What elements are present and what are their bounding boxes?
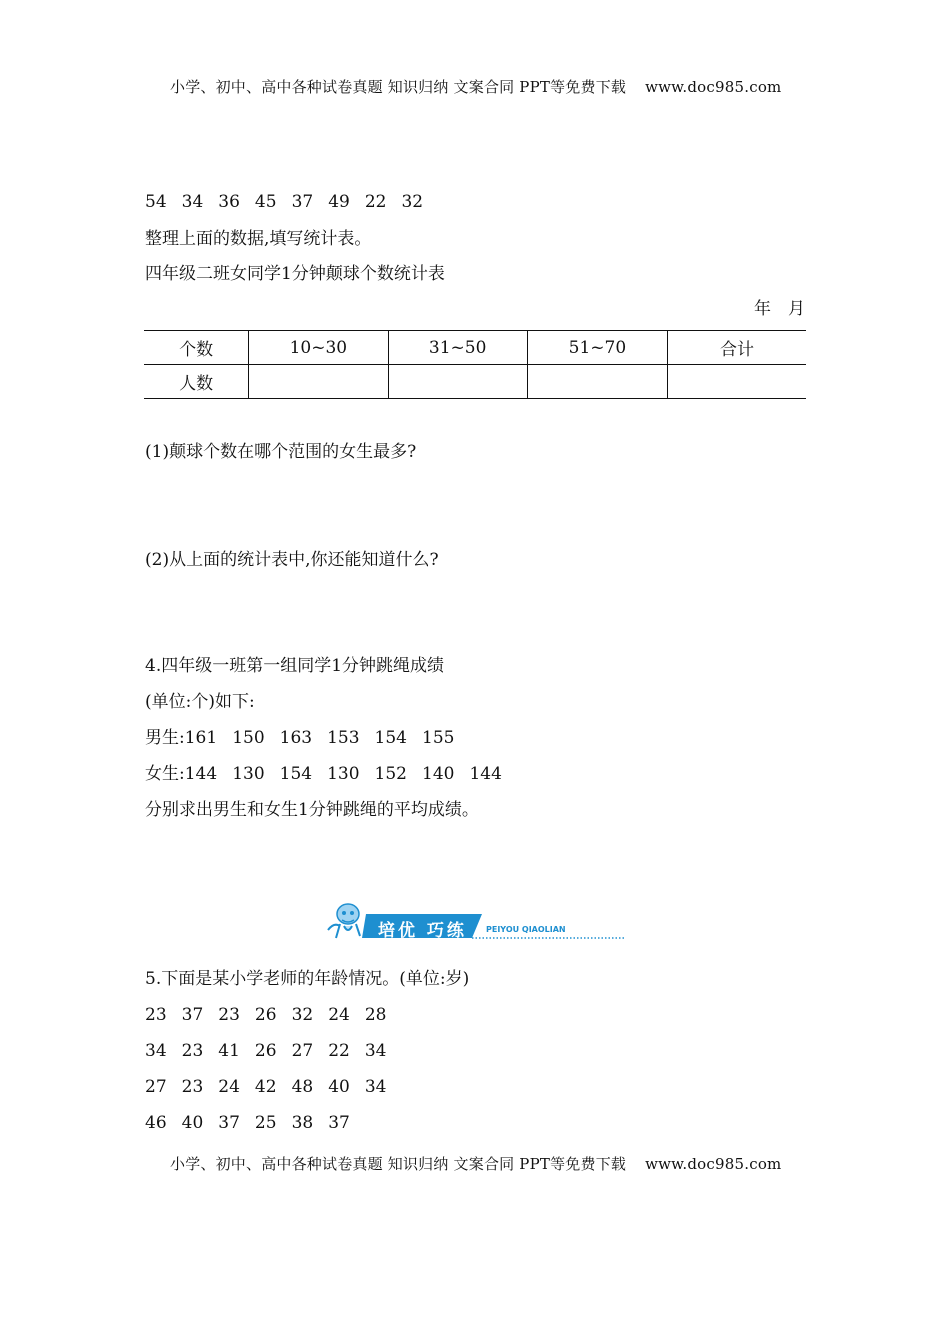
age-value: 34 — [364, 1041, 387, 1061]
section-banner — [322, 900, 627, 944]
q3-table-title: 四年级二班女同学1分钟颠球个数统计表 — [145, 264, 445, 284]
age-value: 37 — [328, 1113, 350, 1133]
q4-task: 分别求出男生和女生1分钟跳绳的平均成绩。 — [145, 800, 479, 820]
age-value: 37 — [181, 1005, 204, 1025]
stat-table — [144, 330, 806, 399]
q5-row-2 — [145, 1040, 386, 1062]
boys-score: 153 — [327, 728, 360, 748]
age-value: 41 — [218, 1041, 240, 1061]
data-value: 37 — [291, 192, 314, 212]
banner-title: 培优 巧练 — [378, 921, 467, 941]
age-value: 23 — [181, 1041, 204, 1061]
page-footer — [170, 1153, 781, 1174]
q3-sub1: (1)颠球个数在哪个范围的女生最多? — [145, 442, 417, 462]
age-value: 32 — [291, 1005, 314, 1025]
banner-graphic — [322, 900, 627, 944]
girls-score: 130 — [232, 764, 265, 784]
q3-sub2: (2)从上面的统计表中,你还能知道什么? — [145, 550, 439, 570]
age-value: 37 — [218, 1113, 240, 1133]
header-cell: 个数 — [144, 331, 249, 365]
boys-score: 163 — [279, 728, 313, 748]
q5-row-4 — [145, 1112, 350, 1134]
girls-label: 女生: — [145, 764, 185, 784]
age-value: 42 — [254, 1077, 277, 1097]
q4-title: 4.四年级一班第一组同学1分钟跳绳成绩 — [145, 656, 445, 676]
age-value: 40 — [181, 1113, 204, 1133]
data-value: 49 — [328, 192, 350, 212]
age-value: 24 — [218, 1077, 240, 1097]
header-url[interactable]: www.doc985.com — [645, 78, 782, 96]
girls-score: 152 — [374, 764, 407, 784]
page-header — [170, 76, 781, 97]
header-cell: 合计 — [668, 331, 806, 365]
age-value: 27 — [145, 1077, 167, 1097]
boys-score: 161 — [184, 728, 218, 748]
age-value: 34 — [364, 1077, 387, 1097]
blank-cell[interactable] — [527, 365, 667, 399]
banner-subtitle: PEIYOU QIAOLIAN — [486, 925, 566, 934]
girls-score: 130 — [327, 764, 360, 784]
girls-score: 144 — [469, 764, 502, 784]
data-row-1 — [145, 191, 423, 213]
age-value: 46 — [145, 1113, 167, 1133]
age-value: 22 — [328, 1041, 350, 1061]
data-value: 45 — [254, 192, 277, 212]
blank-cell[interactable] — [388, 365, 527, 399]
boys-score: 154 — [374, 728, 407, 748]
data-value: 32 — [401, 192, 424, 212]
age-value: 23 — [145, 1005, 167, 1025]
age-value: 23 — [218, 1005, 240, 1025]
age-value: 38 — [291, 1113, 314, 1133]
blank-cell[interactable] — [249, 365, 388, 399]
girls-score: 144 — [184, 764, 218, 784]
data-value: 36 — [218, 192, 240, 212]
q5-title: 5.下面是某小学老师的年龄情况。(单位:岁) — [145, 969, 470, 989]
boys-score: 150 — [232, 728, 265, 748]
girls-score: 154 — [279, 764, 313, 784]
girls-score: 140 — [422, 764, 455, 784]
age-value: 26 — [254, 1041, 277, 1061]
stat-table-header-row — [144, 331, 806, 365]
boys-label: 男生: — [145, 728, 185, 748]
q4-boys-row — [145, 727, 454, 749]
blank-cell[interactable] — [668, 365, 806, 399]
footer-text: 小学、初中、高中各种试卷真题 知识归纳 文案合同 PPT等免费下载 — [170, 1155, 627, 1173]
age-value: 23 — [181, 1077, 204, 1097]
age-value: 48 — [291, 1077, 314, 1097]
row-label-cell: 人数 — [144, 365, 249, 399]
q3-instruction: 整理上面的数据,填写统计表。 — [145, 229, 372, 249]
age-value: 24 — [328, 1005, 350, 1025]
header-text: 小学、初中、高中各种试卷真题 知识归纳 文案合同 PPT等免费下载 — [170, 78, 627, 96]
age-value: 25 — [254, 1113, 277, 1133]
age-value: 27 — [291, 1041, 314, 1061]
header-cell: 10~30 — [249, 331, 388, 365]
age-value: 28 — [364, 1005, 387, 1025]
mascot-icon — [328, 904, 360, 938]
data-value: 34 — [181, 192, 204, 212]
q3-date-label: 年 月 — [754, 299, 805, 319]
boys-score: 155 — [422, 728, 455, 748]
age-value: 26 — [254, 1005, 277, 1025]
data-value: 22 — [364, 192, 387, 212]
header-cell: 51~70 — [527, 331, 667, 365]
q4-girls-row — [145, 763, 502, 785]
header-cell: 31~50 — [388, 331, 527, 365]
footer-url[interactable]: www.doc985.com — [645, 1155, 782, 1173]
q5-row-1 — [145, 1004, 386, 1026]
age-value: 34 — [145, 1041, 167, 1061]
q4-unit: (单位:个)如下: — [145, 692, 255, 712]
age-value: 40 — [328, 1077, 350, 1097]
q5-row-3 — [145, 1076, 386, 1098]
stat-table-data-row — [144, 365, 806, 399]
data-value: 54 — [145, 192, 167, 212]
